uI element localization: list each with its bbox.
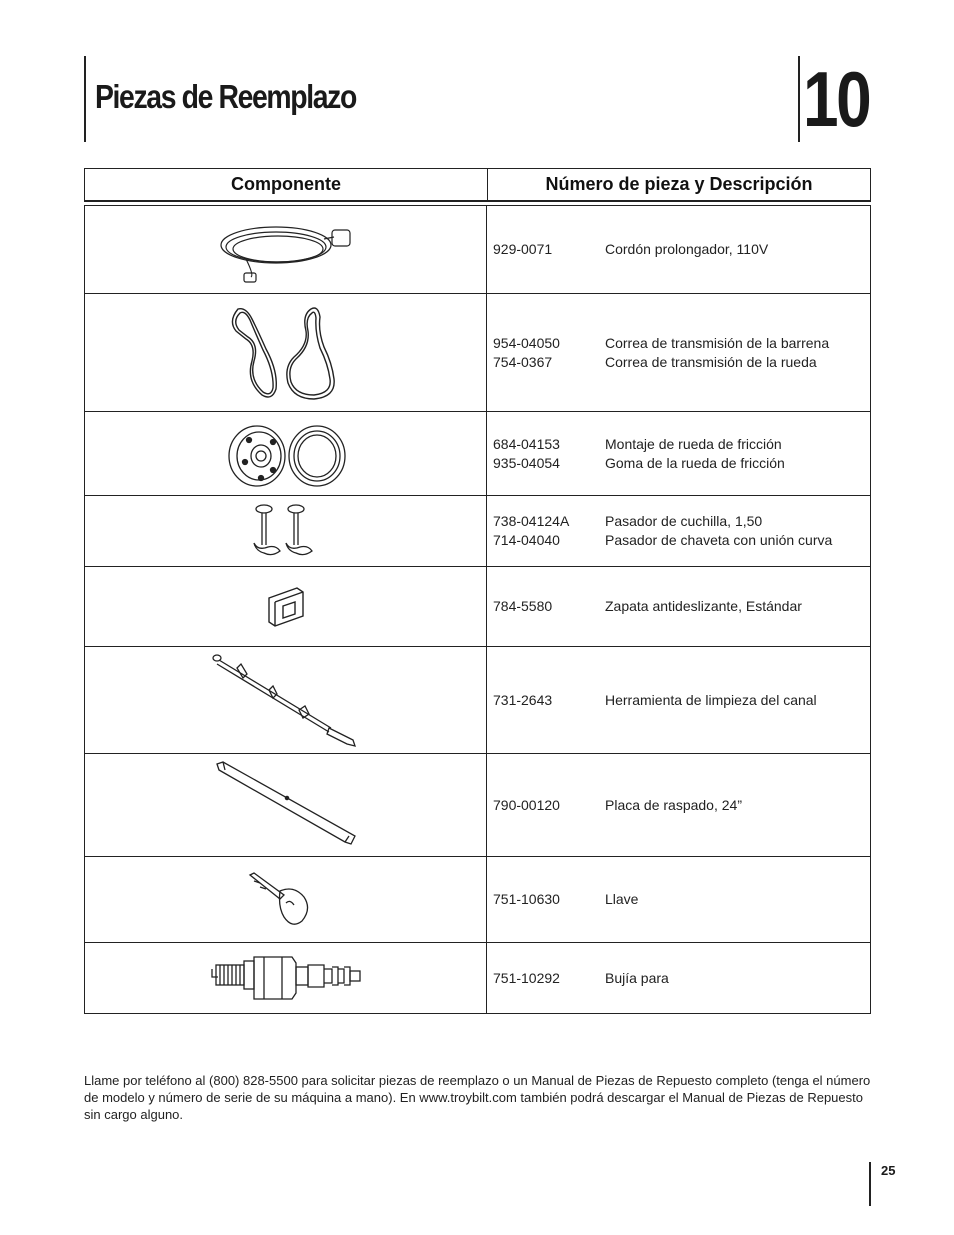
title-rule [84,56,86,142]
part-description: Placa de raspado, 24” [605,796,742,813]
part-number: 784-5580 [493,598,553,614]
column-header-description: Número de pieza y Descripción [545,174,813,194]
part-description: Goma de la rueda de fricción [605,454,785,471]
part-number: 754-0367 [493,353,553,370]
chute-clean-out-tool-icon [211,652,361,748]
chapter-number: 10 [803,55,870,143]
table-row [85,647,870,754]
parts-table [84,168,871,1014]
table-row [85,496,870,567]
chapter-rule [798,56,800,142]
table-row [85,567,870,647]
part-number: 954-04050 [493,334,560,351]
part-number: 714-04040 [493,532,560,548]
spark-plug-icon [208,955,364,1001]
part-description: Correa de transmisión de la rueda [605,353,817,370]
friction-wheel-icon [221,418,351,490]
page-number-rule [869,1162,871,1206]
part-line [493,796,870,815]
table-row [85,857,870,943]
part-line [493,353,870,372]
part-number: 738-04124A [493,513,570,529]
part-line [493,435,870,454]
part-description: Correa de transmisión de la barrena [605,334,830,351]
table-row [85,943,870,1013]
part-line [493,969,870,988]
part-number: 684-04153 [493,435,560,452]
part-line [493,512,870,531]
part-description: Montaje de rueda de fricción [605,435,782,452]
part-number: 929-0071 [493,241,553,257]
part-number: 751-10630 [493,891,560,907]
part-description: Cordón prolongador, 110V [605,241,769,257]
part-number: 790-00120 [493,796,560,813]
table-row [85,206,870,294]
part-number: 731-2643 [493,691,553,708]
shear-pins-icon [246,501,326,561]
part-number: 935-04054 [493,454,560,471]
footer-note: Llame por teléfono al (800) 828-5500 para solicitar piezas de reemplazo o un Manual de Piezas de Repuesto completo (tenga el número de modelo y número de serie de su máquina a mano). En www.troybilt.com también podrá descargar el Manual de Piezas de Repuesto sin cargo alguno. [84,1073,871,1122]
column-header-component: Componente [85,169,488,200]
ignition-key-icon [246,871,326,929]
part-description: Llave [605,891,639,907]
table-header [84,168,871,202]
shave-plate-icon [215,760,357,850]
page-number: 25 [881,1163,896,1178]
page-title: Piezas de Reemplazo [95,78,356,115]
part-description: Zapata antideslizante, Estándar [605,598,802,614]
part-line [493,454,870,473]
part-line [493,334,870,353]
part-description: Bujía para [605,969,669,986]
skid-shoe-icon [261,584,311,630]
table-body [84,205,871,1014]
extension-cord-icon [216,215,356,285]
part-line [493,531,870,550]
part-description: Pasador de chaveta con unión curva [605,532,833,548]
part-description: Pasador de cuchilla, 1,50 [605,513,763,529]
part-line [493,890,870,909]
table-row [85,294,870,412]
table-row [85,412,870,496]
table-row [85,754,870,857]
part-number: 751-10292 [493,969,560,986]
part-line [493,597,870,616]
drive-belts-icon [216,301,356,405]
part-line [493,691,870,710]
part-description: Herramienta de limpieza del canal [605,691,817,708]
part-line [493,240,870,259]
